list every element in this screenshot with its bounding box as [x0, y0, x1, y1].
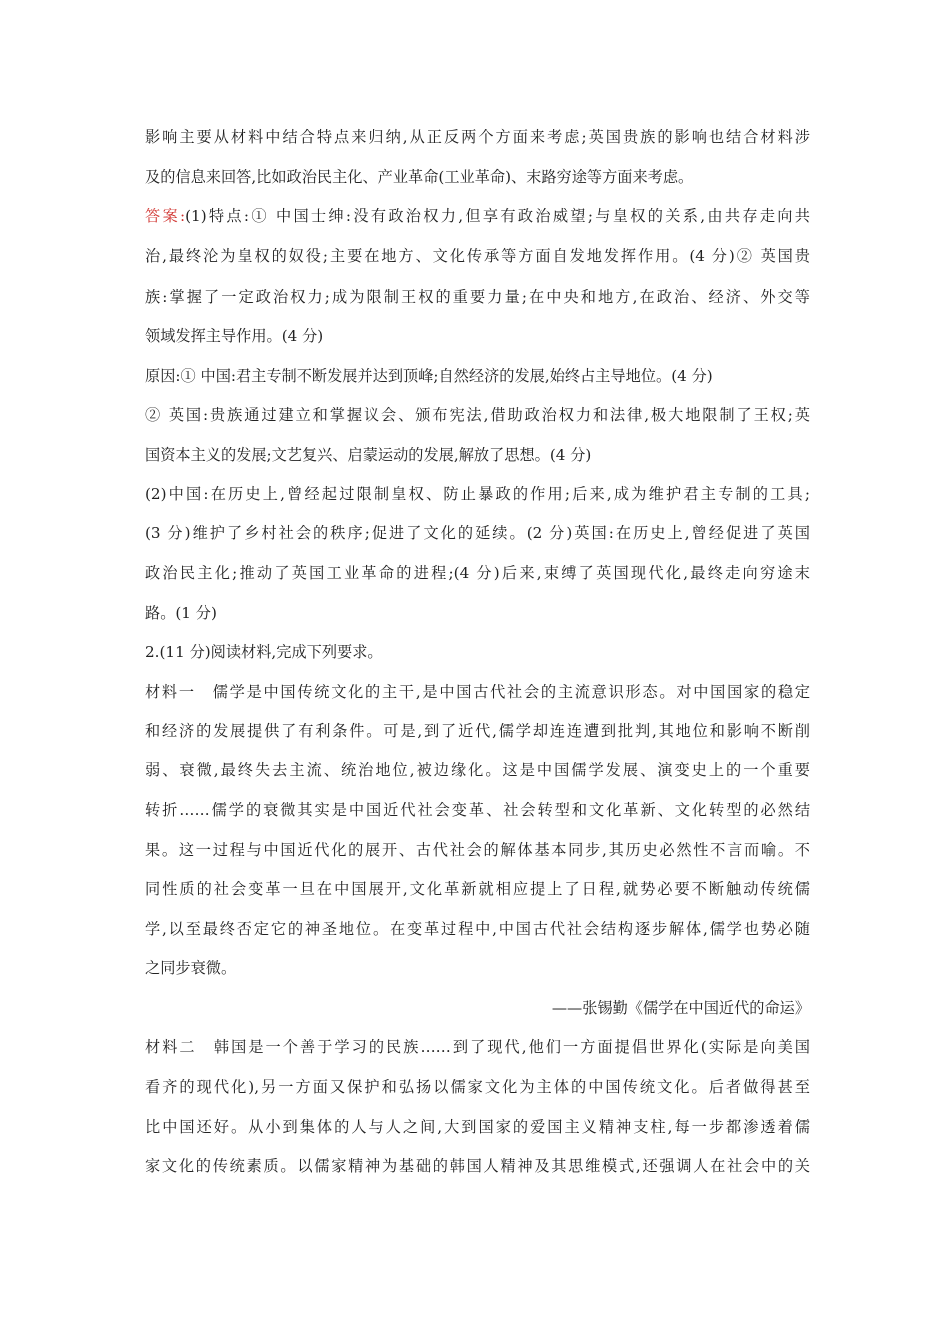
- material-1-line-7: 学,以至最终否定它的神圣地位。在变革过程中,中国古代社会结构逐步解体,儒学也势必随: [145, 920, 810, 938]
- question-2-heading: 2.(11 分)阅读材料,完成下列要求。: [145, 643, 383, 661]
- material-1-line-4: 转折……儒学的衰微其实是中国近代社会变革、社会转型和文化革新、文化转型的必然结: [145, 801, 810, 819]
- answer-line-2: 治,最终沦为皇权的奴役;主要在地方、文化传承等方面自发地发挥作用。(4 分)② 英国贵: [145, 247, 810, 265]
- answer-label: 答案:: [145, 207, 186, 225]
- intro-line-2: 及的信息来回答,比如政治民主化、产业革命(工业革命)、末路穷途等方面来考虑。: [145, 168, 694, 186]
- material-1-line-8: 之同步衰微。: [145, 959, 237, 977]
- material-1-line-1: 材料一 儒学是中国传统文化的主干,是中国古代社会的主流意识形态。对中国国家的稳定: [145, 683, 810, 701]
- answer-line-9: (3 分)维护了乡村社会的秩序;促进了文化的延续。(2 分)英国:在历史上,曾经促进了英国: [145, 524, 810, 542]
- answer-line-5: 原因:① 中国:君主专制不断发展并达到顶峰;自然经济的发展,始终占主导地位。(4 分): [145, 367, 713, 385]
- answer-line-3: 族:掌握了一定政治权力;成为限制王权的重要力量;在中央和地方,在政治、经济、外交等: [145, 288, 810, 306]
- intro-line-1: 影响主要从材料中结合特点来归纳,从正反两个方面来考虑;英国贵族的影响也结合材料涉: [145, 128, 810, 146]
- answer-line-7: 国资本主义的发展;文艺复兴、启蒙运动的发展,解放了思想。(4 分): [145, 446, 592, 464]
- material-2-line-3: 比中国还好。从小到集体的人与人之间,大到国家的爱国主义精神支柱,每一步都渗透着儒: [145, 1118, 810, 1136]
- material-1-source: ——张锡勤《儒学在中国近代的命运》: [551, 999, 810, 1017]
- answer-line-4: 领域发挥主导作用。(4 分): [145, 327, 324, 345]
- material-2-line-2: 看齐的现代化),另一方面又保护和弘扬以儒家文化为主体的中国传统文化。后者做得甚至: [145, 1078, 810, 1096]
- material-1-line-6: 同性质的社会变革一旦在中国展开,文化革新就相应提上了日程,就势必要不断触动传统儒: [145, 880, 810, 898]
- material-2-line-1: 材料二 韩国是一个善于学习的民族……到了现代,他们一方面提倡世界化(实际是向美国: [145, 1038, 810, 1056]
- answer-line-1: [145, 206, 810, 228]
- answer-first-text: (1)特点:① 中国士绅:没有政治权力,但享有政治威望;与皇权的关系,由共存走向共: [185, 207, 810, 225]
- answer-line-11: 路。(1 分): [145, 604, 217, 622]
- material-2-line-4: 家文化的传统素质。以儒家精神为基础的韩国人精神及其思维模式,还强调人在社会中的关: [145, 1157, 810, 1175]
- answer-line-10: 政治民主化;推动了英国工业革命的进程;(4 分)后来,束缚了英国现代化,最终走向穷途末: [145, 564, 810, 582]
- material-1-line-2: 和经济的发展提供了有利条件。可是,到了近代,儒学却连连遭到批判,其地位和影响不断削: [145, 722, 810, 740]
- answer-line-6: ② 英国:贵族通过建立和掌握议会、颁布宪法,借助政治权力和法律,极大地限制了王权;英: [145, 406, 810, 424]
- material-1-line-5: 果。这一过程与中国近代化的展开、古代社会的解体基本同步,其历史必然性不言而喻。不: [145, 841, 810, 859]
- answer-line-8: (2)中国:在历史上,曾经起过限制皇权、防止暴政的作用;后来,成为维护君主专制的工具;: [145, 485, 810, 503]
- material-1-line-3: 弱、衰微,最终失去主流、统治地位,被边缘化。这是中国儒学发展、演变史上的一个重要: [145, 761, 810, 779]
